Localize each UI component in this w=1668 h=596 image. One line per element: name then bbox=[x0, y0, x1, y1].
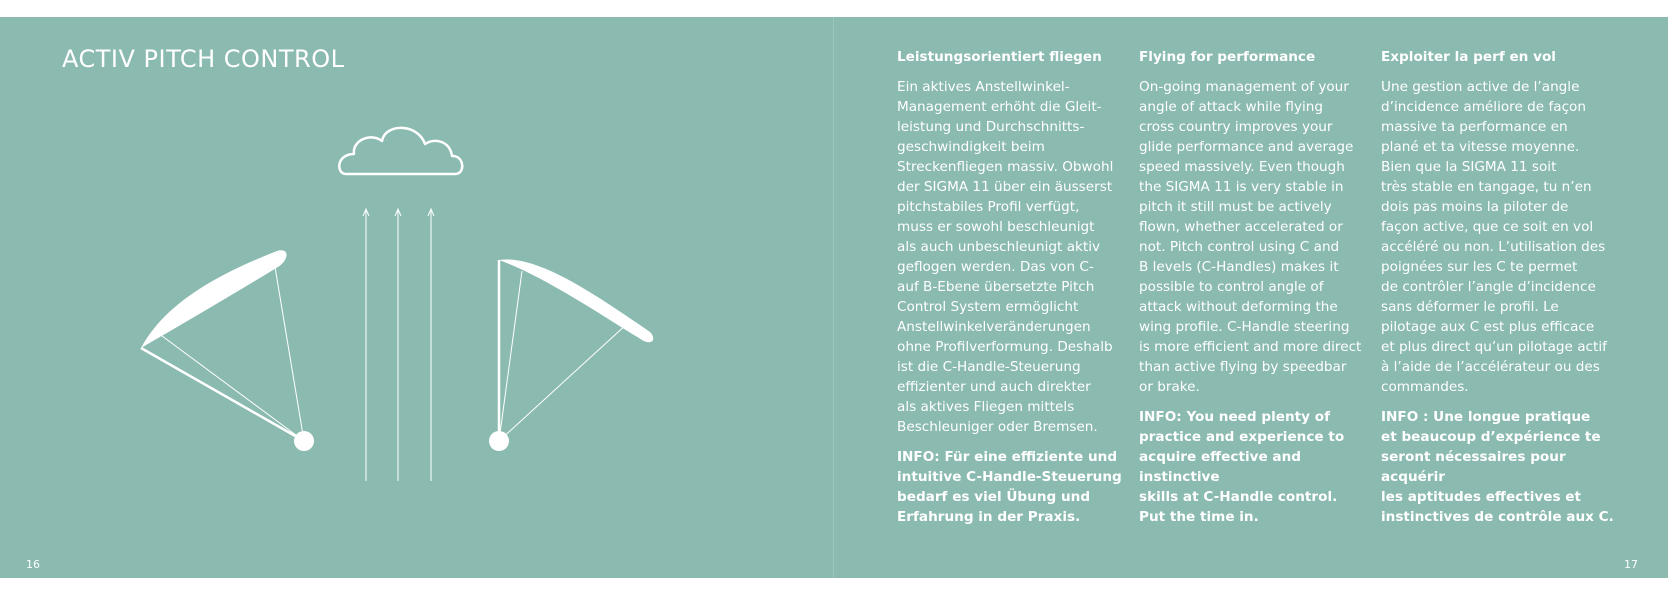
column-heading: Exploiter la perf en vol bbox=[1381, 49, 1556, 65]
updraft-arrows bbox=[363, 209, 434, 481]
column-german bbox=[897, 47, 1137, 537]
column-body: On-going management of your angle of attack while flying cross country improves your glide performance and average speed massively. Even though the SIGMA 11 is very stable in pitch it still must be actively flown, whether accelerated or not. Pitch control using C and B levels (C-Handles) makes it possible to control angle of attack without deforming the wing profile. C-Handle steering is more efficient and more direct than active flying by speedbar or brake. bbox=[1139, 79, 1362, 395]
info-note: INFO: You need plenty of practice and experience to acquire effective and instinctive skills at C-Handle control. Put the time in. bbox=[1139, 409, 1345, 525]
info-note: INFO: Für eine effiziente und intuitive C-Handle-Steuerung bedarf es viel Übung und Erfahrung in der Praxis. bbox=[897, 449, 1122, 525]
info-note: INFO : Une longue pratique et beaucoup d’expérience te seront nécessaires pour acquérir les aptitudes effectives et instinctives de contrôle aux C. bbox=[1381, 409, 1614, 525]
cloud-icon bbox=[339, 128, 462, 174]
page-number-left: 16 bbox=[26, 558, 40, 571]
column-french bbox=[1381, 47, 1621, 537]
column-body: Une gestion active de l’angle d’incidence améliore de façon massive ta performance en plané et ta vitesse moyenne. Bien que la SIGMA 11 soit très stable en tangage, tu n’en dois pas moins la piloter de façon active, que ce soit en vol accéléré ou non. L’utilisation des poignées sur les C te permet de contrôler l’angle d’incidence sans déformer le profil. Le pilotage aux C est plus efficace et plus direct qu’un pilotage actif à l’aide de l’accélérateur ou des commandes. bbox=[1381, 79, 1607, 395]
column-body: Ein aktives Anstellwinkel- Management erhöht die Gleit- leistung und Durchschnitts- geschwindigkeit beim Streckenfliegen massiv. Obwohl der SIGMA 11 über ein äusserst pitchstabiles Profil verfügt, muss er sowohl beschleunigt als auch unbeschleunigt aktiv geflogen werden. Das von C- auf B-Ebene übersetzte Pitch Control System ermöglicht Anstellwinkelveränderungen ohne Profilverformung. Deshalb ist die C-Handle-Steuerung effizienter und auch direkter als aktives Fliegen mittels Beschleuniger oder Bremsen. bbox=[897, 79, 1114, 435]
column-english bbox=[1139, 47, 1379, 537]
paraglider-accelerated bbox=[141, 250, 314, 451]
column-heading: Leistungsorientiert fliegen bbox=[897, 49, 1102, 65]
brochure-spread bbox=[0, 17, 1668, 578]
page-number-right: 17 bbox=[1624, 558, 1638, 571]
pitch-control-illustration bbox=[0, 17, 834, 578]
paraglider-braked bbox=[489, 259, 653, 451]
page-title: ACTIV PITCH CONTROL bbox=[62, 45, 345, 73]
column-heading: Flying for performance bbox=[1139, 49, 1316, 65]
